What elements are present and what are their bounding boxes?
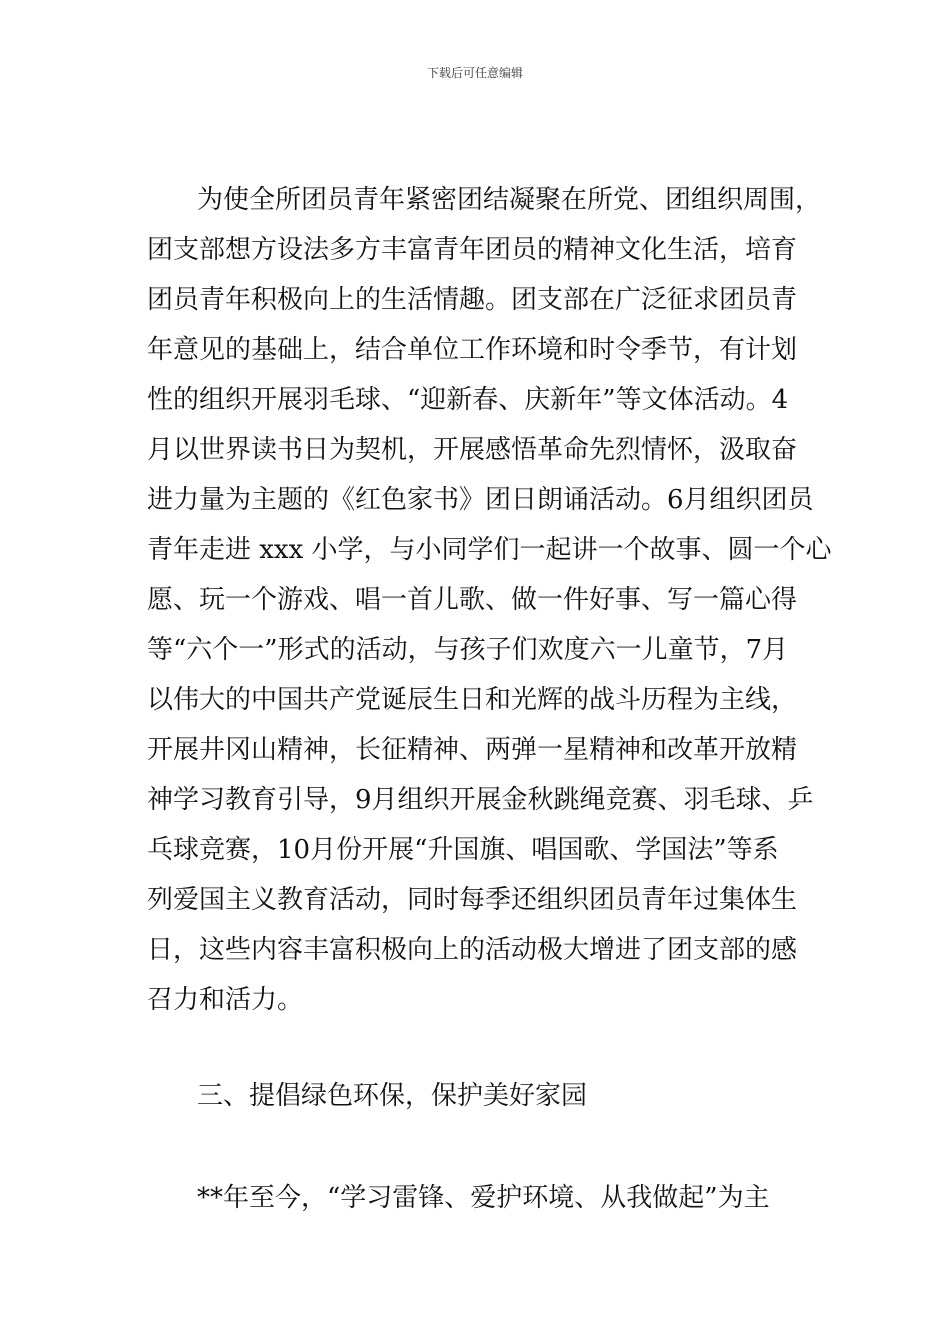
paragraph-line: 愿、玩一个游戏、唱一首儿歌、做一件好事、写一篇心得 [147,585,798,615]
paragraph-line: 为使全所团员青年紧密团结凝聚在所党、团组织周围， [197,185,822,215]
paragraph-line: 月以世界读书日为契机，开展感悟革命先烈情怀，汲取奋 [147,435,798,465]
paragraph-line: 以伟大的中国共产党诞辰生日和光辉的战斗历程为主线， [147,685,798,715]
paragraph-line: 乓球竞赛，10月份开展“升国旗、唱国歌、学国法”等系 [147,835,779,865]
paragraph-line: 进力量为主题的《红色家书》团日朗诵活动。6月组织团员 [147,485,814,515]
paragraph-line: 开展井冈山精神，长征精神、两弹一星精神和改革开放精 [147,735,798,765]
paragraph-line: 团员青年积极向上的生活情趣。团支部在广泛征求团员青 [147,285,798,315]
paragraph-line: 召力和活力。 [147,985,304,1015]
paragraph-line: 性的组织开展羽毛球、“迎新春、庆新年”等文体活动。4 [147,385,789,415]
paragraph-line: 日，这些内容丰富积极向上的活动极大增进了团支部的感 [147,935,798,965]
paragraph-line: 等“六个一”形式的活动，与孩子们欢度六一儿童节，7月 [147,635,789,665]
paragraph-line: 团支部想方设法多方丰富青年团员的精神文化生活，培育 [147,235,798,265]
paragraph-line: 神学习教育引导，9月组织开展金秋跳绳竞赛、羽毛球、乒 [147,785,814,815]
paragraph-line: **年至今，“学习雷锋、爱护环境、从我做起”为主 [197,1183,770,1213]
paragraph-line: 列爱国主义教育活动，同时每季还组织团员青年过集体生 [147,885,798,915]
paragraph-line: 青年走进 xxx 小学，与小同学们一起讲一个故事、圆一个心 [147,535,832,565]
section-heading: 三、提倡绿色环保，保护美好家园 [197,1081,588,1111]
page-header-note: 下载后可任意编辑 [426,66,523,80]
paragraph-line: 年意见的基础上，结合单位工作环境和时令季节，有计划 [147,335,798,365]
